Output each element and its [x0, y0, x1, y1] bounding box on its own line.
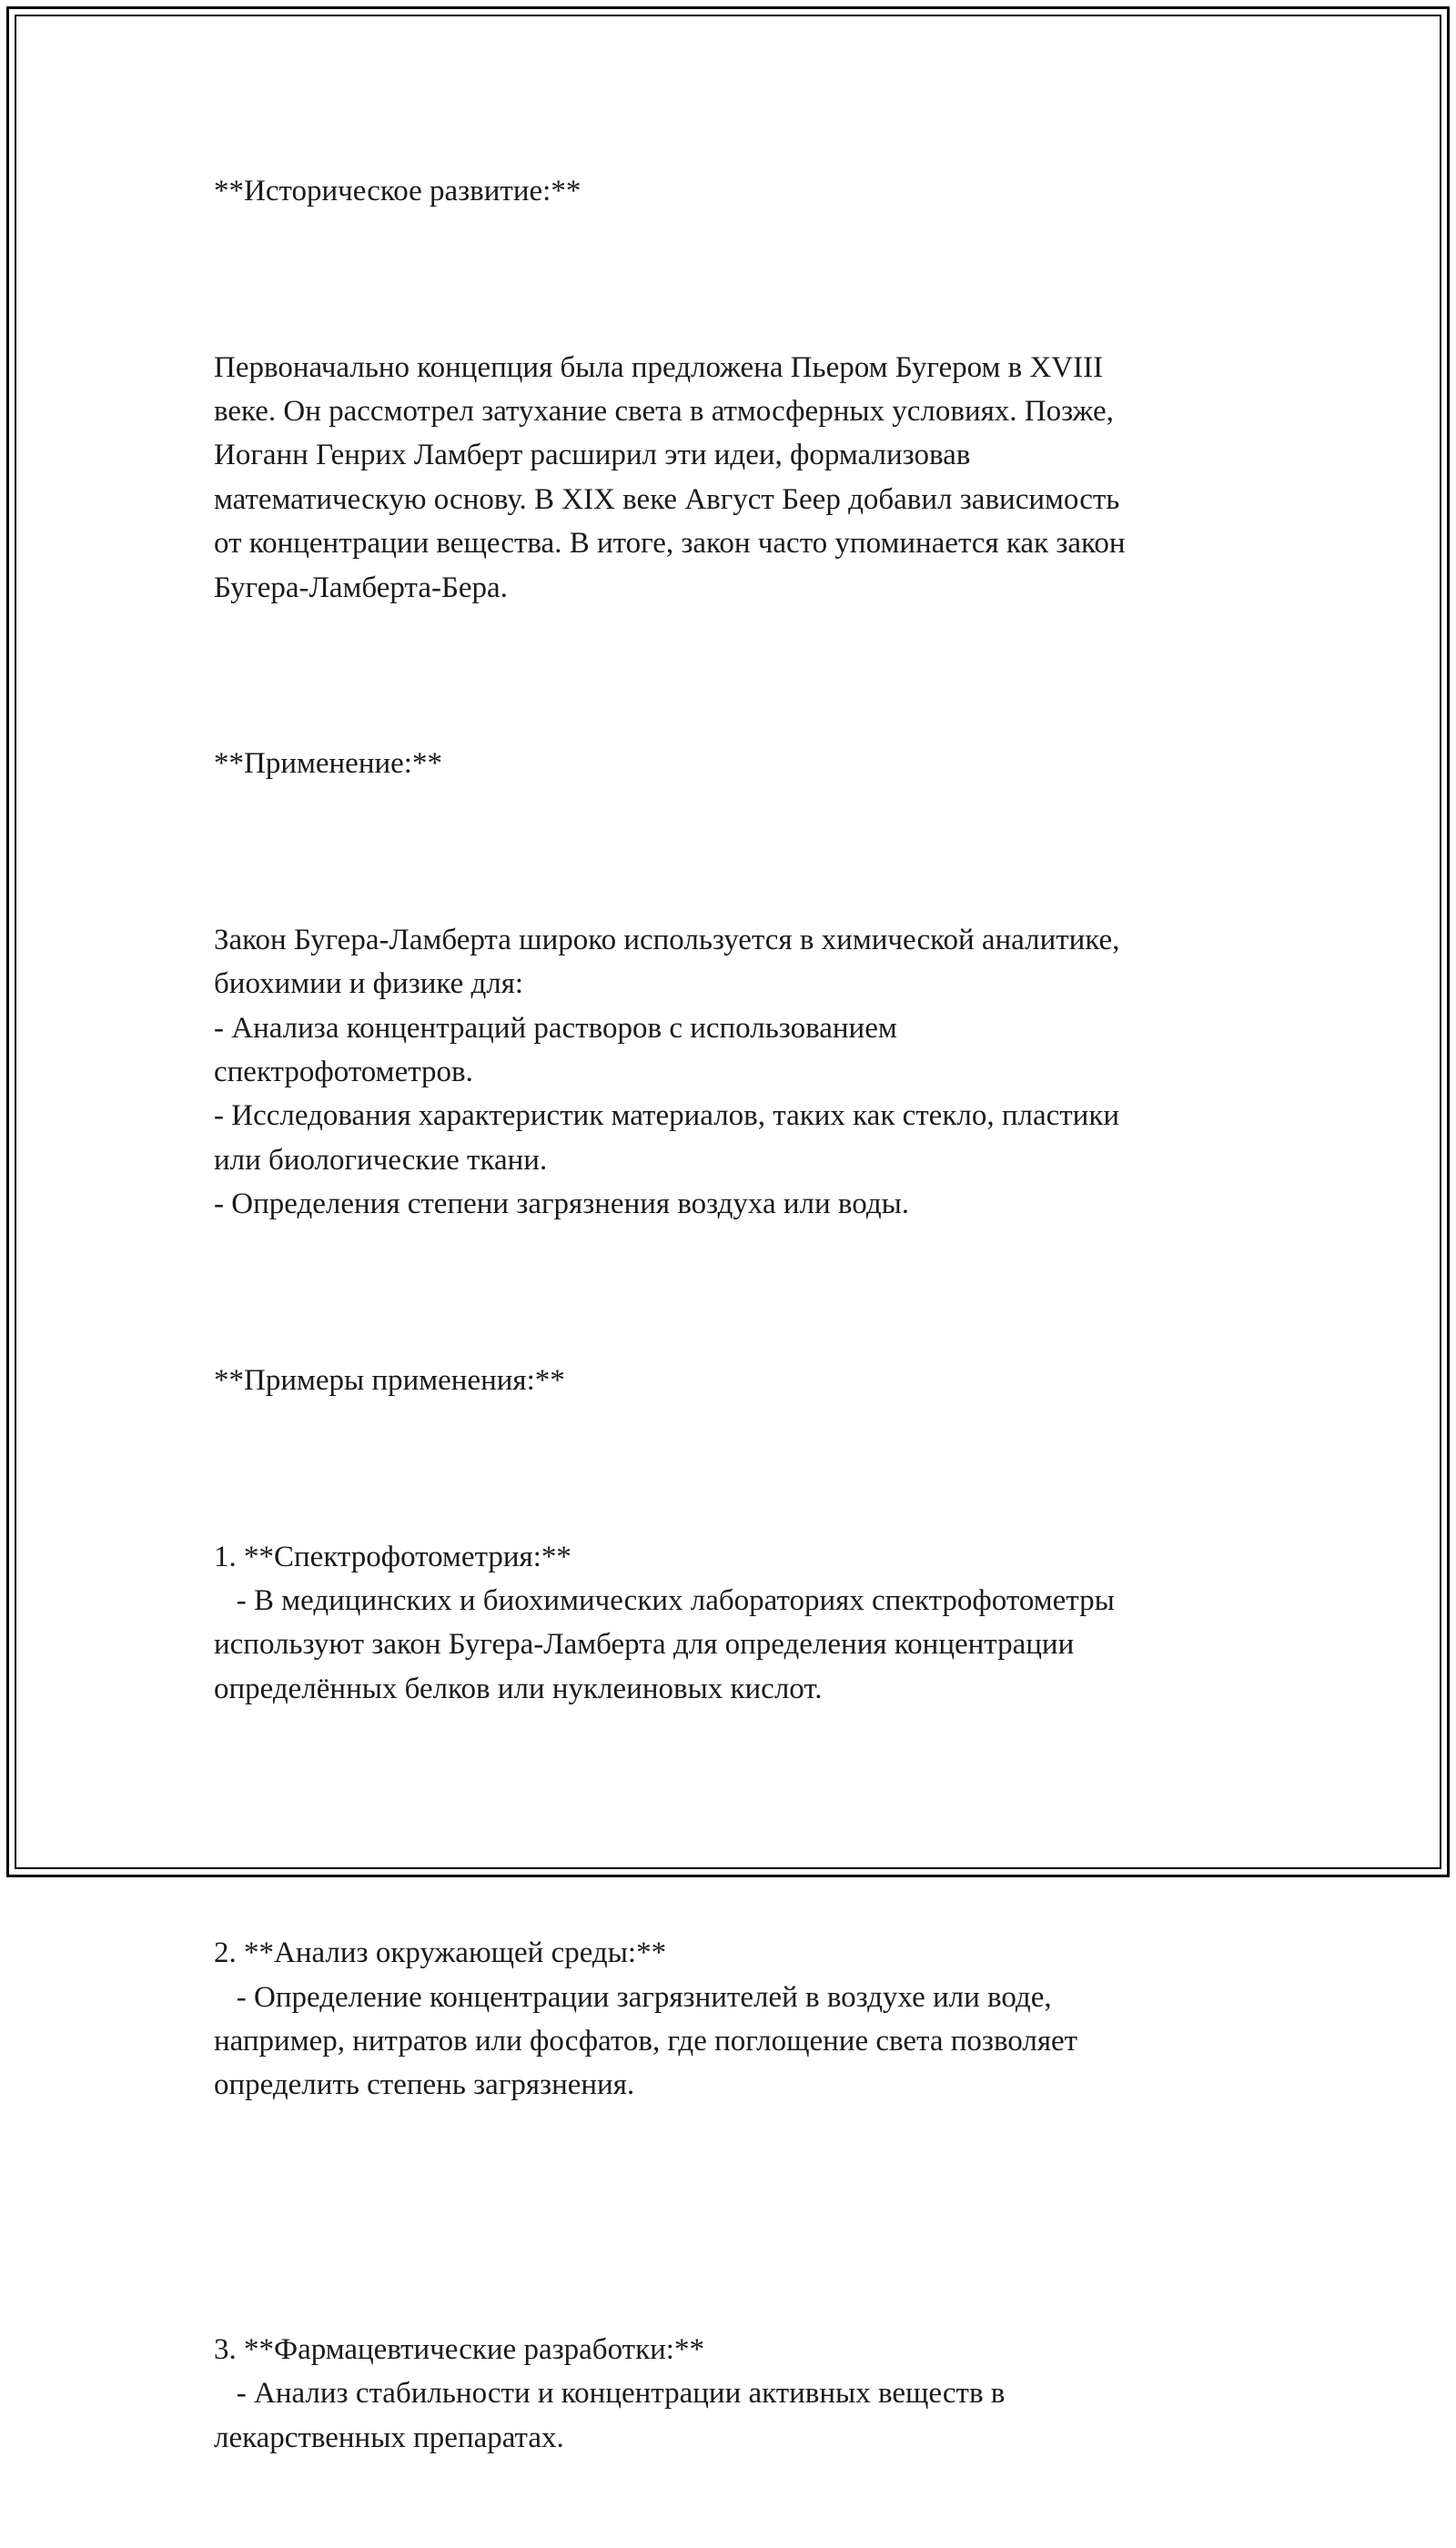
example-item-2 [214, 1843, 1306, 2195]
example-line: - Определение концентрации загрязнителей в воздухе или воде, [214, 1980, 1052, 2014]
example-line: определённых белков или нуклеиновых кислот. [214, 1672, 823, 1705]
application-line: спектрофотометров. [214, 1056, 473, 1089]
example-line: лекарственных препаратах. [214, 2421, 564, 2454]
history-line: Первоначально концепция была предложена Пьером Бугером в XVIII [214, 350, 1104, 384]
application-paragraph [214, 830, 1306, 1314]
history-paragraph [214, 258, 1306, 698]
application-heading: **Применение:** [214, 747, 442, 781]
example-line: используют закон Бугера-Ламберта для определения концентрации [214, 1628, 1075, 1662]
example-title: 2. **Анализ окружающей среды:** [214, 1936, 667, 1970]
history-line: математическую основу. В XIX веке Август Беер добавил зависимость [214, 482, 1120, 516]
application-line: - Анализа концентраций растворов с использованием [214, 1011, 897, 1045]
examples-heading: **Примеры применения:** [214, 1363, 565, 1397]
application-line: - Определения степени загрязнения воздуха или воды. [214, 1188, 910, 1221]
example-line: - Анализ стабильности и концентрации активных веществ в [214, 2377, 1006, 2411]
application-line: биохимии и физике для: [214, 967, 524, 1001]
application-line: Закон Бугера-Ламберта широко используется в химической аналитике, [214, 923, 1120, 956]
example-title: 3. **Фармацевтические разработки:** [214, 2332, 704, 2366]
history-line: веке. Он рассмотрел затухание света в атмосферных условиях. Позже, [214, 395, 1114, 429]
example-line: - В медицинских и биохимических лабораториях спектрофотометры [214, 1583, 1115, 1617]
application-line: - Исследования характеристик материалов, таких как стекло, пластики [214, 1099, 1120, 1133]
example-item-1 [214, 1447, 1306, 1799]
history-line: Иоганн Генрих Ламберт расширил эти идеи, формализовав [214, 439, 971, 472]
example-title: 1. **Спектрофотометрия:** [214, 1540, 571, 1573]
example-line: определить степень загрязнения. [214, 2068, 635, 2102]
history-line: Бугера-Ламберта-Бера. [214, 571, 508, 604]
history-heading: **Историческое развитие:** [214, 175, 581, 207]
history-line: от концентрации вещества. В итоге, закон часто упоминается как закон [214, 527, 1126, 561]
example-item-3 [214, 2240, 1306, 2548]
document-body [214, 169, 1306, 2548]
application-line: или биологические ткани. [214, 1143, 548, 1177]
example-line: например, нитратов или фосфатов, где поглощение света позволяет [214, 2024, 1078, 2058]
